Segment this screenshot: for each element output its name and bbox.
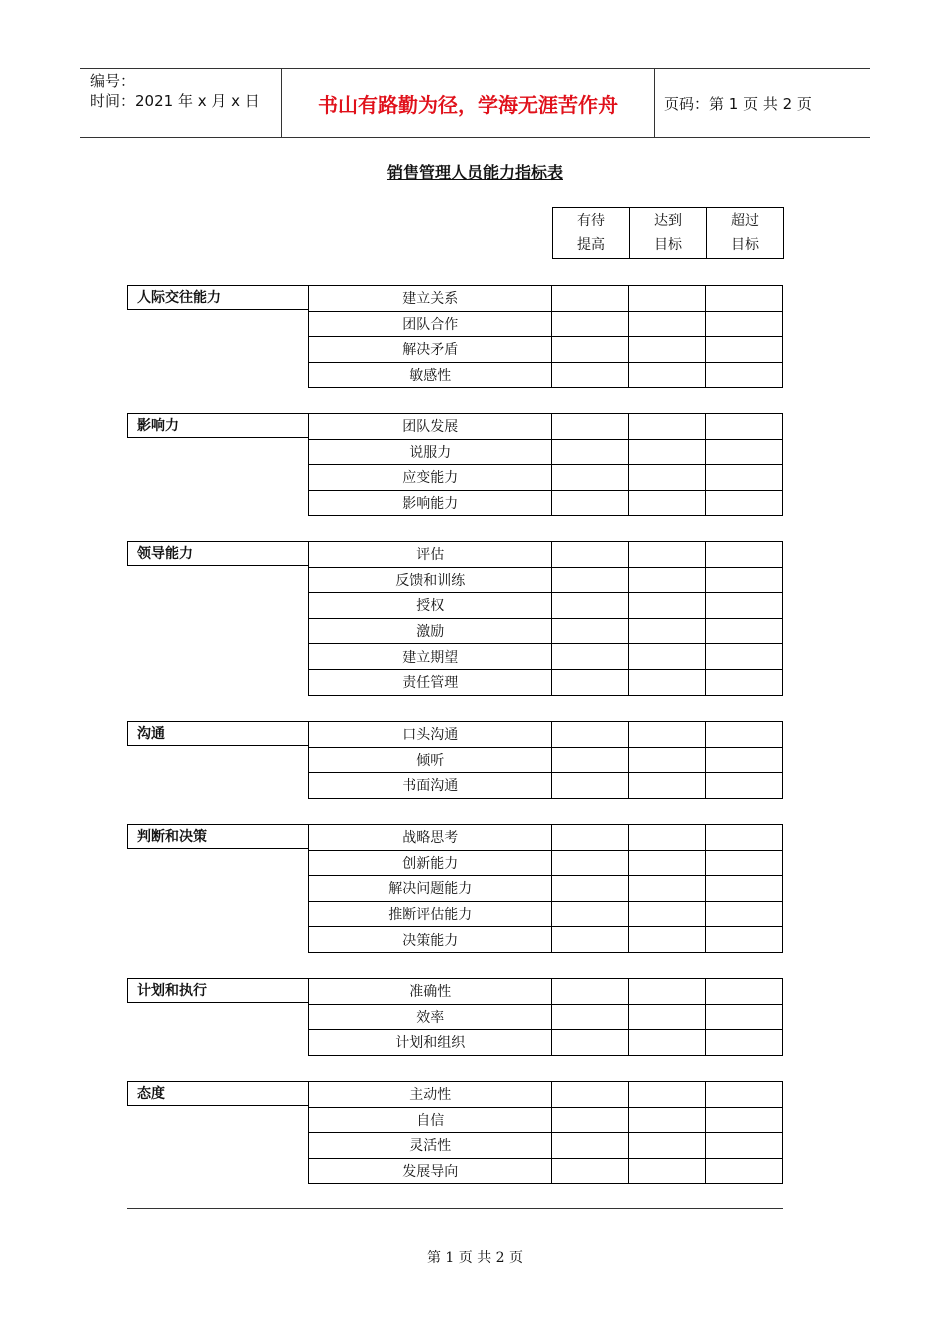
rating-header: 达到 目标 — [630, 208, 707, 259]
rating-cell[interactable] — [629, 439, 706, 465]
competency-item: 应变能力 — [309, 465, 552, 491]
table-row — [309, 337, 783, 363]
competency-item: 反馈和训练 — [309, 567, 552, 593]
rating-cell[interactable] — [706, 876, 783, 902]
table-row — [309, 465, 783, 491]
item-rating-table — [308, 1081, 783, 1184]
competency-item: 灵活性 — [309, 1133, 552, 1159]
table-row — [309, 927, 783, 953]
rating-cell[interactable] — [706, 286, 783, 312]
rating-cell[interactable] — [629, 1158, 706, 1184]
item-rating-table — [308, 285, 783, 388]
item-rating-table — [308, 721, 783, 799]
header-meta — [90, 71, 260, 111]
rating-cell[interactable] — [552, 876, 629, 902]
competency-item: 建立关系 — [309, 286, 552, 312]
rating-cell[interactable] — [552, 1158, 629, 1184]
rating-cell[interactable] — [629, 465, 706, 491]
rating-cell[interactable] — [706, 773, 783, 799]
competency-item: 决策能力 — [309, 927, 552, 953]
rating-cell[interactable] — [552, 901, 629, 927]
rating-cell[interactable] — [629, 362, 706, 388]
item-rating-table — [308, 541, 783, 696]
rating-cell[interactable] — [629, 593, 706, 619]
item-rating-table — [308, 824, 783, 953]
table-row — [309, 490, 783, 516]
rating-cell[interactable] — [706, 337, 783, 363]
rating-cell[interactable] — [552, 825, 629, 851]
table-row — [309, 362, 783, 388]
rating-cell[interactable] — [706, 542, 783, 568]
rating-cell[interactable] — [552, 1004, 629, 1030]
category-label: 影响力 — [127, 413, 308, 438]
competency-item: 主动性 — [309, 1082, 552, 1108]
rating-cell[interactable] — [629, 542, 706, 568]
header-motto: 书山有路勤为径，学海无涯苦作舟 — [318, 92, 618, 117]
table-row — [309, 773, 783, 799]
competency-item: 敏感性 — [309, 362, 552, 388]
competency-item: 效率 — [309, 1004, 552, 1030]
item-rating-table — [308, 978, 783, 1056]
table-row — [309, 644, 783, 670]
table-row — [309, 1004, 783, 1030]
rating-cell[interactable] — [706, 311, 783, 337]
rating-cell[interactable] — [706, 850, 783, 876]
rating-cell[interactable] — [552, 722, 629, 748]
table-row — [309, 876, 783, 902]
rating-cell[interactable] — [629, 1004, 706, 1030]
competency-item: 责任管理 — [309, 669, 552, 695]
rating-cell[interactable] — [552, 542, 629, 568]
rating-cell[interactable] — [706, 644, 783, 670]
rating-cell[interactable] — [552, 439, 629, 465]
category-label: 人际交往能力 — [127, 285, 308, 310]
table-row — [309, 593, 783, 619]
rating-cell[interactable] — [706, 1158, 783, 1184]
rating-cell[interactable] — [629, 1107, 706, 1133]
rating-cell[interactable] — [706, 1004, 783, 1030]
rating-cell[interactable] — [706, 747, 783, 773]
category-label: 领导能力 — [127, 541, 308, 566]
header-divider — [654, 69, 655, 137]
table-row — [309, 618, 783, 644]
rating-cell[interactable] — [552, 644, 629, 670]
rating-cell[interactable] — [552, 567, 629, 593]
table-row — [309, 747, 783, 773]
competency-item: 书面沟通 — [309, 773, 552, 799]
rating-cell[interactable] — [706, 362, 783, 388]
table-row — [309, 901, 783, 927]
table-row — [309, 286, 783, 312]
competency-item: 自信 — [309, 1107, 552, 1133]
rating-cell[interactable] — [706, 567, 783, 593]
table-row — [309, 311, 783, 337]
competency-item: 准确性 — [309, 979, 552, 1005]
table-row — [309, 1107, 783, 1133]
rating-cell[interactable] — [629, 414, 706, 440]
rating-cell[interactable] — [629, 747, 706, 773]
competency-item: 说服力 — [309, 439, 552, 465]
rating-cell[interactable] — [629, 773, 706, 799]
rating-cell[interactable] — [629, 618, 706, 644]
table-row — [309, 439, 783, 465]
rating-header-table — [552, 207, 784, 259]
rating-cell[interactable] — [629, 825, 706, 851]
rating-cell[interactable] — [552, 1082, 629, 1108]
table-row — [309, 1133, 783, 1159]
rating-cell[interactable] — [706, 1082, 783, 1108]
rating-cell[interactable] — [706, 618, 783, 644]
rating-cell[interactable] — [552, 773, 629, 799]
competency-item: 评估 — [309, 542, 552, 568]
document-title: 销售管理人员能力指标表 — [386, 163, 563, 182]
rating-cell[interactable] — [706, 825, 783, 851]
table-row — [309, 850, 783, 876]
table-row — [309, 979, 783, 1005]
item-rating-table — [308, 413, 783, 516]
competency-item: 团队发展 — [309, 414, 552, 440]
footer-rule — [127, 1208, 783, 1209]
rating-cell[interactable] — [706, 901, 783, 927]
rating-cell[interactable] — [629, 927, 706, 953]
rating-cell[interactable] — [629, 490, 706, 516]
rating-cell[interactable] — [706, 1030, 783, 1056]
competency-item: 团队合作 — [309, 311, 552, 337]
rating-header: 有待 提高 — [553, 208, 630, 259]
rating-cell[interactable] — [706, 927, 783, 953]
competency-item: 建立期望 — [309, 644, 552, 670]
table-row — [309, 1158, 783, 1184]
rating-cell[interactable] — [552, 927, 629, 953]
rating-cell[interactable] — [629, 1133, 706, 1159]
page-header — [80, 68, 870, 138]
competency-item: 影响能力 — [309, 490, 552, 516]
rating-cell[interactable] — [706, 722, 783, 748]
competency-item: 计划和组织 — [309, 1030, 552, 1056]
table-row — [309, 542, 783, 568]
rating-cell[interactable] — [552, 337, 629, 363]
rating-cell[interactable] — [706, 414, 783, 440]
page-number-label: 页码：第 1 页 共 2 页 — [664, 95, 812, 113]
rating-cell[interactable] — [629, 669, 706, 695]
rating-cell[interactable] — [629, 1082, 706, 1108]
rating-cell[interactable] — [629, 850, 706, 876]
rating-cell[interactable] — [552, 669, 629, 695]
rating-cell[interactable] — [552, 490, 629, 516]
rating-cell[interactable] — [706, 490, 783, 516]
rating-cell[interactable] — [706, 1133, 783, 1159]
rating-cell[interactable] — [552, 465, 629, 491]
rating-cell[interactable] — [552, 979, 629, 1005]
competency-item: 解决问题能力 — [309, 876, 552, 902]
table-row — [309, 825, 783, 851]
rating-cell[interactable] — [552, 1107, 629, 1133]
category-label: 态度 — [127, 1081, 308, 1106]
rating-cell[interactable] — [629, 337, 706, 363]
rating-cell[interactable] — [629, 901, 706, 927]
number-label: 编号： — [90, 72, 136, 90]
rating-cell[interactable] — [552, 362, 629, 388]
competency-item: 倾听 — [309, 747, 552, 773]
rating-cell[interactable] — [552, 593, 629, 619]
rating-cell[interactable] — [629, 286, 706, 312]
rating-cell[interactable] — [629, 876, 706, 902]
rating-cell[interactable] — [629, 567, 706, 593]
rating-cell[interactable] — [552, 311, 629, 337]
rating-cell[interactable] — [552, 618, 629, 644]
table-row — [309, 414, 783, 440]
rating-cell[interactable] — [552, 286, 629, 312]
competency-item: 授权 — [309, 593, 552, 619]
table-row — [309, 722, 783, 748]
table-row — [309, 1082, 783, 1108]
time-label: 时间：2021 年 x 月 x 日 — [90, 92, 260, 110]
competency-item: 战略思考 — [309, 825, 552, 851]
table-row — [309, 567, 783, 593]
rating-cell[interactable] — [706, 669, 783, 695]
competency-item: 口头沟通 — [309, 722, 552, 748]
rating-cell[interactable] — [552, 747, 629, 773]
rating-cell[interactable] — [629, 311, 706, 337]
competency-item: 创新能力 — [309, 850, 552, 876]
rating-cell[interactable] — [629, 979, 706, 1005]
category-label: 计划和执行 — [127, 978, 308, 1003]
competency-item: 发展导向 — [309, 1158, 552, 1184]
rating-cell[interactable] — [552, 414, 629, 440]
rating-header: 超过 目标 — [707, 208, 784, 259]
table-row — [309, 669, 783, 695]
rating-cell[interactable] — [706, 979, 783, 1005]
rating-cell[interactable] — [552, 850, 629, 876]
rating-cell[interactable] — [706, 465, 783, 491]
page-footer: 第 1 页 共 2 页 — [426, 1250, 524, 1266]
rating-cell[interactable] — [629, 1030, 706, 1056]
category-label: 判断和决策 — [127, 824, 308, 849]
rating-cell[interactable] — [706, 1107, 783, 1133]
rating-cell[interactable] — [629, 722, 706, 748]
competency-item: 解决矛盾 — [309, 337, 552, 363]
rating-cell[interactable] — [552, 1133, 629, 1159]
rating-cell[interactable] — [706, 593, 783, 619]
rating-cell[interactable] — [552, 1030, 629, 1056]
table-row — [309, 1030, 783, 1056]
rating-cell[interactable] — [706, 439, 783, 465]
competency-item: 推断评估能力 — [309, 901, 552, 927]
competency-item: 激励 — [309, 618, 552, 644]
rating-cell[interactable] — [629, 644, 706, 670]
category-label: 沟通 — [127, 721, 308, 746]
